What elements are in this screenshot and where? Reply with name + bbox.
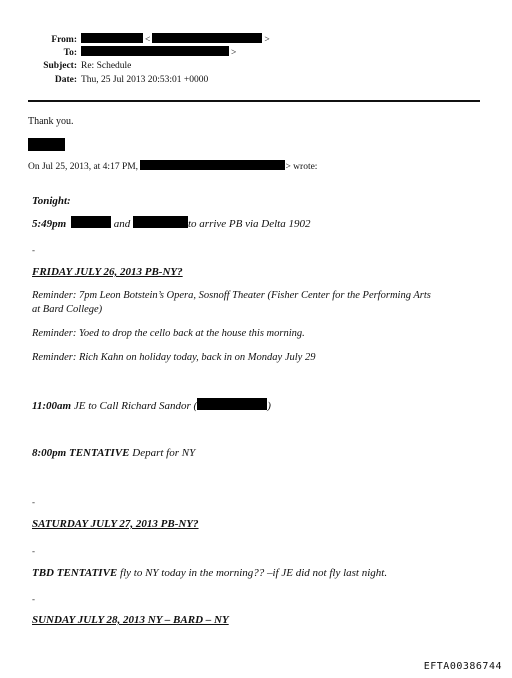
depart-tentative: TENTATIVE (68, 447, 130, 459)
friday-heading: FRIDAY JULY 26, 2013 PB-NY? (32, 266, 183, 278)
quote-intro-prefix: On Jul 25, 2013, at 4:17 PM, (28, 162, 139, 172)
document-id: EFTA00386744 (423, 661, 502, 672)
tonight-time: 5:49pm (32, 218, 67, 230)
redaction-block (133, 216, 188, 228)
depart-time: 8:00pm (32, 447, 67, 459)
redaction-block (140, 160, 285, 170)
redaction-block (81, 33, 143, 43)
to-label: To: (63, 48, 77, 58)
from-open-bracket: < (145, 35, 151, 45)
quote-intro-suffix: > wrote: (285, 162, 318, 172)
reminder-holiday: Reminder: Rich Kahn on holiday today, back in on Monday July 29 (32, 352, 316, 363)
subject-value: Re: Schedule (81, 61, 132, 71)
saturday-heading: SATURDAY JULY 27, 2013 PB-NY? (32, 518, 199, 530)
reminder-opera-line1: Reminder: 7pm Leon Botstein’s Opera, Sosnoff Theater (Fisher Center for the Performing Arts (32, 290, 431, 301)
call-time: 11:00am (32, 400, 72, 412)
depart-text: Depart for NY (132, 447, 196, 459)
redaction-block (81, 46, 229, 56)
tonight-line (32, 216, 311, 231)
call-text: JE to Call Richard Sandor ( (73, 400, 198, 412)
from-label: From: (51, 35, 77, 45)
redaction-block (71, 216, 111, 228)
from-close-bracket: > (264, 35, 270, 45)
quote-intro (28, 160, 317, 173)
to-close-bracket: > (231, 48, 237, 58)
tonight-rest: to arrive PB via Delta 1902 (187, 218, 311, 230)
subject-label: Subject: (43, 61, 77, 71)
redaction-block (152, 33, 262, 43)
tonight-heading: Tonight: (32, 195, 71, 207)
call-close: ) (267, 400, 271, 412)
depart-line (32, 446, 195, 460)
separator-dash: - (32, 497, 35, 507)
reminder-opera-line2: at Bard College) (32, 304, 103, 315)
tbd-label: TBD TENTATIVE (32, 567, 118, 579)
to-row (27, 46, 236, 59)
tbd-line (32, 566, 387, 580)
from-row (27, 33, 270, 46)
tbd-text: fly to NY today in the morning?? –if JE did not fly last night. (120, 567, 388, 579)
tonight-and: and (113, 218, 131, 230)
subject-row (27, 60, 131, 72)
reminder-cello: Reminder: Yoed to drop the cello back at the house this morning. (32, 328, 305, 339)
redaction-block (197, 398, 267, 410)
separator-dash: - (32, 245, 35, 255)
header-divider (28, 100, 480, 102)
separator-dash: - (32, 546, 35, 556)
separator-dash: - (32, 594, 35, 604)
sunday-heading: SUNDAY JULY 28, 2013 NY – BARD – NY (32, 614, 229, 626)
call-line (32, 398, 271, 413)
date-value: Thu, 25 Jul 2013 20:53:01 +0000 (81, 75, 209, 85)
signature-redaction (28, 137, 65, 155)
reply-text: Thank you. (28, 116, 74, 127)
date-label: Date: (54, 75, 77, 85)
date-row (27, 74, 208, 86)
